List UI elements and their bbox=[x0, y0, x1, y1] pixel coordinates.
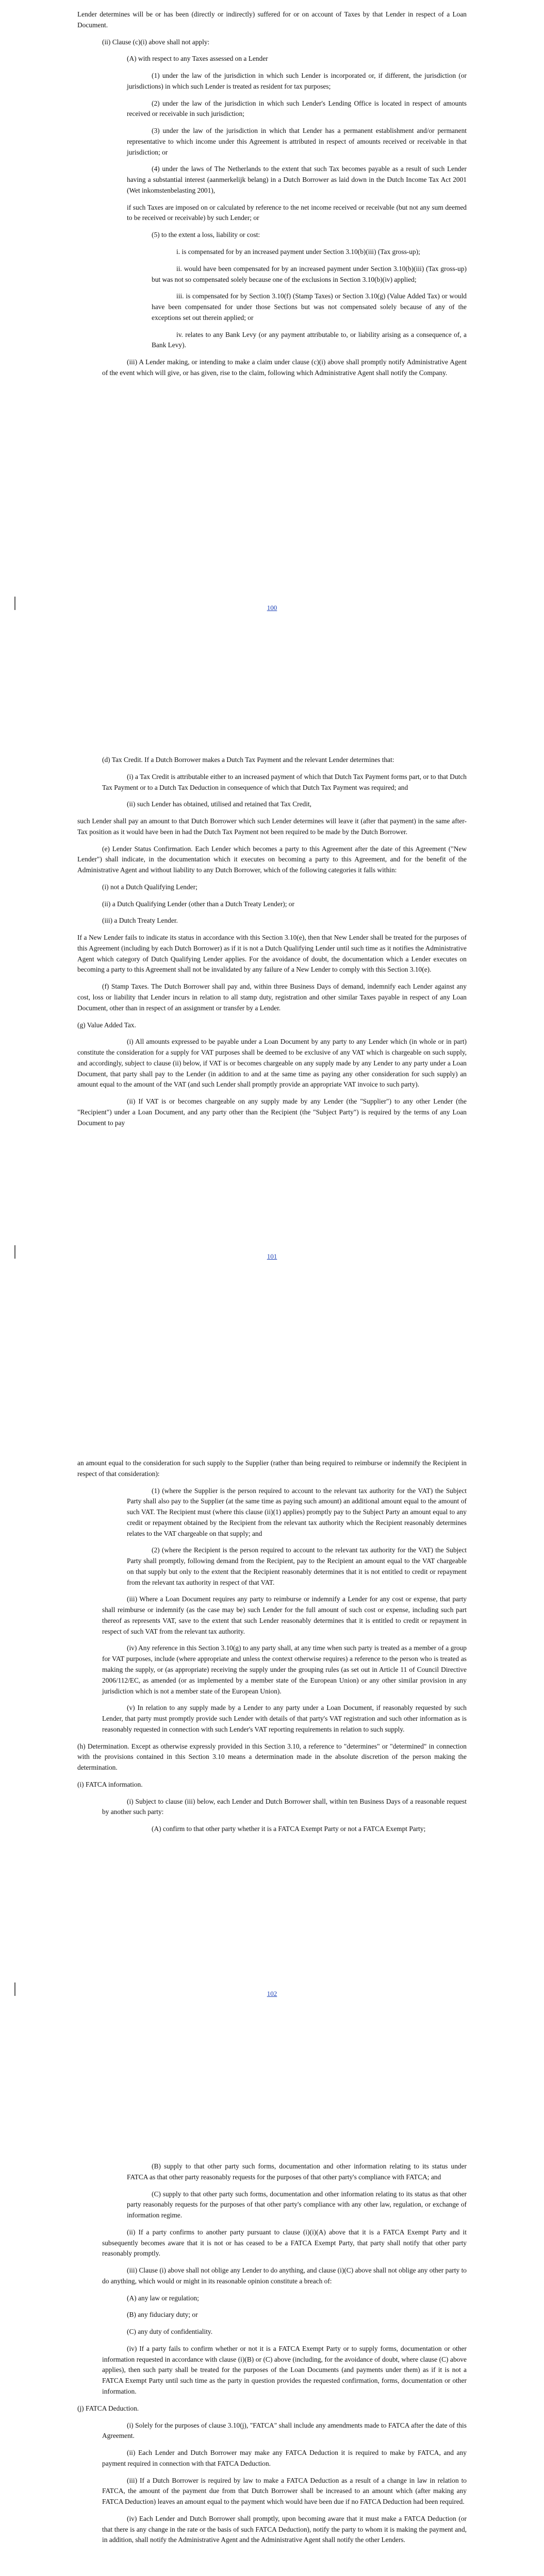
page-100 bbox=[0, 0, 544, 703]
page-body bbox=[77, 2161, 467, 2552]
paragraph: (iii) a Dutch Treaty Lender. bbox=[102, 917, 178, 925]
paragraph: (i) a Tax Credit is attributable either to an increased payment of which that Dutch Tax Payment forms part, or to that Dutch Tax Payment or to a Dutch Tax Deduction in consequence of which that Dutch Tax Payment was required; and bbox=[102, 772, 467, 791]
paragraph: Lender determines will be or has been (directly or indirectly) suffered for or on account of Taxes by that Lender in respect of a Loan Document. bbox=[77, 10, 467, 29]
paragraph: (h) Determination. Except as otherwise expressly provided in this Section 3.10, a reference to "determines" or "determined" in connection with the provisions contained in this Section 3.10 means a determination made in the absolute discretion of the person making the determination. bbox=[77, 1742, 467, 1772]
paragraph: (iv) If a party fails to confirm whether or not it is a FATCA Exempt Party or to supply forms, documentation or other information requested in accordance with clause (i)(B) or (C) above (including, for the avoidance of doubt, where clause (C) above applies), then such party shall be treated for the purposes of the Loan Documents (and payments under them) as if it is not a FATCA Exempt Party until such time as the party in question provides the requested confirmation, forms, documentation or other information. bbox=[102, 2344, 467, 2396]
page-103 bbox=[0, 2110, 544, 2576]
paragraph: (i) FATCA information. bbox=[77, 1780, 143, 1788]
paragraph: i. is compensated for by an increased payment under Section 3.10(b)(iii) (Tax gross-up); bbox=[176, 248, 420, 256]
paragraph: (2) (where the Recipient is the person required to account to the relevant tax authority for the VAT) the Subject Party shall promptly, following demand from the Recipient, pay to the Recipient an amount equal to the VAT chargeable on that supply but only to the extent that the Recipient reasonably determines that it is not entitled to credit or repayment from the relevant tax authority in respect of that VAT. bbox=[127, 1546, 467, 1586]
paragraph: (j) FATCA Deduction. bbox=[77, 2404, 139, 2412]
paragraph: (f) Stamp Taxes. The Dutch Borrower shall pay and, within three Business Days of demand, indemnify each Lender against any cost, loss or liability that Lender incurs in relation to all stamp duty, registration and other similar Taxes payable in respect of any Loan Document, other than in respect of an assignment or transfer by a Lender. bbox=[77, 982, 467, 1012]
paragraph: (A) confirm to that other party whether it is a FATCA Exempt Party or not a FATCA Exempt Party; bbox=[152, 1825, 426, 1833]
paragraph: (A) with respect to any Taxes assessed on a Lender bbox=[127, 55, 268, 63]
page-body bbox=[77, 1458, 467, 1841]
paragraph: (iii) Clause (i) above shall not oblige any Lender to do anything, and clause (i)(C) above shall not oblige any other party to do anything, which would or might in its reasonable opinion constitute a breach of: bbox=[102, 2266, 467, 2285]
paragraph: (iii) Where a Loan Document requires any party to reimburse or indemnify a Lender for any cost or expense, that party shall reimburse or indemnify (as the case may be) such Lender for the full amount of such cost or expense, including such part thereof as represents VAT, save to the extent that such Lender reasonably determines that it is entitled to credit or repayment in respect of such VAT from the relevant tax authority. bbox=[102, 1595, 467, 1635]
paragraph: (ii) a Dutch Qualifying Lender (other than a Dutch Treaty Lender); or bbox=[102, 900, 294, 908]
paragraph: (ii) If a party confirms to another party pursuant to clause (i)(i)(A) above that it is a FATCA Exempt Party and it subsequently becomes aware that it is not or has ceased to be a FATCA Exempt Party, that party shall notify that other party reasonably promptly. bbox=[102, 2228, 467, 2258]
page-number[interactable]: 100 bbox=[267, 604, 277, 612]
paragraph: (ii) Each Lender and Dutch Borrower may make any FATCA Deduction it is required to make by FATCA, and any payment required in connection with that FATCA Deduction. bbox=[102, 2449, 467, 2467]
paragraph: (iv) Each Lender and Dutch Borrower shall promptly, upon becoming aware that it must make a FATCA Deduction (or that there is any change in the rate or the basis of such FATCA Deduction), notify the party to whom it is making the payment and, in addition, shall notify the Administrative Agent and the Administrative Agent shall notify the other Lenders. bbox=[102, 2514, 467, 2544]
paragraph: (A) any law or regulation; bbox=[127, 2294, 199, 2302]
paragraph: (e) Lender Status Confirmation. Each Lender which becomes a party to this Agreement after the date of this Agreement ("New Lender") shall indicate, in the documentation which it executes on becoming a party to this Agreement, and for the benefit of the Administrative Agent and without liability to any Dutch Borrower, which of the following categories it falls within: bbox=[77, 844, 467, 874]
paragraph: iv. relates to any Bank Levy (or any payment attributable to, or liability arising as a consequence of, a Bank Levy). bbox=[152, 330, 467, 349]
paragraph: an amount equal to the consideration for such supply to the Supplier (rather than being required to reimburse or indemnify the Recipient in respect of that consideration): bbox=[77, 1459, 467, 1478]
page-number[interactable]: 102 bbox=[267, 1990, 277, 1997]
paragraph: (iii) A Lender making, or intending to make a claim under clause (c)(i) above shall promptly notify Administrative Agent of the event which will give, or has given, rise to the claim, following which Administrative Agent shall notify the Company. bbox=[102, 358, 467, 377]
paragraph: iii. is compensated for by Section 3.10(f) (Stamp Taxes) or Section 3.10(g) (Value Added Tax) or would have been compensated for under those Sections but was not compensated solely because of any of the exceptions set out therein applied; or bbox=[152, 292, 467, 321]
paragraph: (3) under the law of the jurisdiction in which that Lender has a permanent establishment and/or permanent representative to which income under this Agreement is attributed in respect of amounts received or receivable in that jurisdiction; or bbox=[127, 127, 467, 156]
paragraph: (v) In relation to any supply made by a Lender to any party under a Loan Document, if reasonably requested by such Lender, that party must promptly provide such Lender with details of that party's VAT registration and such other information as is reasonably requested in connection with such Lender's VAT reporting requirements in relation to such supply. bbox=[102, 1704, 467, 1733]
paragraph: (B) any fiduciary duty; or bbox=[127, 2311, 198, 2319]
paragraph: (C) supply to that other party such forms, documentation and other information relating to its status as that other party reasonably requests for the purposes of that other party's compliance with any other law, regulation, or exchange of information regime. bbox=[127, 2190, 467, 2219]
paragraph: (4) under the laws of The Netherlands to the extent that such Tax becomes payable as a result of such Lender having a substantial interest (aanmerkelijk belang) in a Dutch Borrower as laid down in the Dutch Income Tax Act 2001 (Wet inkomstenbelasting 2001), bbox=[127, 165, 467, 194]
paragraph: (iv) Any reference in this Section 3.10(g) to any party shall, at any time when such party is treated as a member of a group for VAT purposes, include (where appropriate and unless the context otherwise requires) a reference to the person who is treated as making the supply, or (as appropriate) receiving the supply under the grouping rules (as set out in Article 11 of Council Directive 2006/112/EC, as amended (or as implemented by a member state of the European Union) or any other similar provision in any jurisdiction which is not a member state of the European Union). bbox=[102, 1644, 467, 1695]
paragraph: such Lender shall pay an amount to that Dutch Borrower which such Lender determines will leave it (after that payment) in the same after-Tax position as it would have been in had the Dutch Tax Payment not been required to be made by the Dutch Borrower. bbox=[77, 817, 467, 836]
paragraph: (5) to the extent a loss, liability or cost: bbox=[152, 231, 260, 239]
paragraph: (ii) If VAT is or becomes chargeable on any supply made by any Lender (the "Supplier") to any other Lender (the "Recipient") under a Loan Document, and any party other than the Recipient (the "Subject Party") is required by the terms of any Loan Document to pay bbox=[77, 1097, 467, 1127]
paragraph: (ii) Clause (c)(i) above shall not apply: bbox=[102, 38, 210, 46]
paragraph: (ii) such Lender has obtained, utilised and retained that Tax Credit, bbox=[127, 800, 312, 808]
page-number[interactable]: 101 bbox=[267, 1252, 277, 1260]
page-101 bbox=[0, 703, 544, 1406]
paragraph: (1) (where the Supplier is the person required to account to the relevant tax authority for the VAT) the Subject Party shall also pay to the Supplier (at the same time as paying such amount) an additional amount equal to the amount of such VAT. The Recipient must (where this clause (ii)(1) applies) promptly pay to the Subject Party an amount equal to any credit or repayment obtained by the Recipient from the relevant tax authority which the Recipient reasonably determines relates to the VAT chargeable on that supply; and bbox=[127, 1486, 467, 1537]
paragraph: If a New Lender fails to indicate its status in accordance with this Section 3.10(e), then that New Lender shall be treated for the purposes of this Agreement (including by each Dutch Borrower) as if it is not a Dutch Qualifying Lender until such time as it notifies the Administrative Agent which category of Dutch Qualifying Lender applies. For the avoidance of doubt, the documentation which a Lender executes on becoming a party to this Agreement shall not be invalidated by any failure of a New Lender to comply with this Section 3.10(e). bbox=[77, 934, 467, 974]
paragraph: (i) not a Dutch Qualifying Lender; bbox=[102, 883, 197, 891]
paragraph: (B) supply to that other party such forms, documentation and other information relating to its status under FATCA as that other party reasonably requests for the purposes of that other party's compliance with FATCA; and bbox=[127, 2162, 467, 2181]
paragraph: (C) any duty of confidentiality. bbox=[127, 2328, 213, 2336]
paragraph: (iii) If a Dutch Borrower is required by law to make a FATCA Deduction as a result of a change in law in relation to FATCA, the amount of the payment due from that Dutch Borrower shall be increased to an amount which (after making any FATCA Deduction) leaves an amount equal to the payment which would have been due if no FATCA Deduction had been required. bbox=[102, 2476, 467, 2506]
paragraph: ii. would have been compensated for by an increased payment under Section 3.10(b)(iii) (Tax gross-up) but was not so compensated solely because one of the exclusions in Section 3.10(b)(iv) applied; bbox=[152, 264, 467, 283]
paragraph: (i) Solely for the purposes of clause 3.10(j), "FATCA" shall include any amendments made to FATCA after the date of this Agreement. bbox=[102, 2421, 467, 2440]
page-102 bbox=[0, 1406, 544, 2110]
paragraph: (g) Value Added Tax. bbox=[77, 1021, 136, 1029]
paragraph: if such Taxes are imposed on or calculated by reference to the net income received or receivable (but not any sum deemed to be received or receivable) by such Lender; or bbox=[127, 203, 467, 222]
paragraph: (1) under the law of the jurisdiction in which such Lender is incorporated or, if different, the jurisdiction (or jurisdictions) in which such Lender is treated as resident for tax purposes; bbox=[127, 72, 467, 90]
paragraph: (2) under the law of the jurisdiction in which such Lender's Lending Office is located in respect of amounts received or receivable in such jurisdiction; bbox=[127, 99, 467, 118]
paragraph: (i) Subject to clause (iii) below, each Lender and Dutch Borrower shall, within ten Business Days of a reasonable request by another such party: bbox=[102, 1797, 467, 1816]
paragraph: (i) All amounts expressed to be payable under a Loan Document by any party to any Lender which (in whole or in part) constitute the consideration for a supply for VAT purposes shall be deemed to be exclusive of any VAT which is chargeable on such supply, and accordingly, subject to clause (ii) below, if VAT is or becomes chargeable on any supply made by any Lender to any party under a Loan Document, that party shall pay to the Lender (in addition to and at the same time as paying any other consideration for such supply) an amount equal to the amount of the VAT (and such Lender shall promptly provide an appropriate VAT invoice to such party). bbox=[77, 1038, 467, 1089]
paragraph: (d) Tax Credit. If a Dutch Borrower makes a Dutch Tax Payment and the relevant Lender determines that: bbox=[102, 756, 394, 764]
page-body bbox=[77, 755, 467, 1134]
page-body bbox=[77, 9, 467, 385]
